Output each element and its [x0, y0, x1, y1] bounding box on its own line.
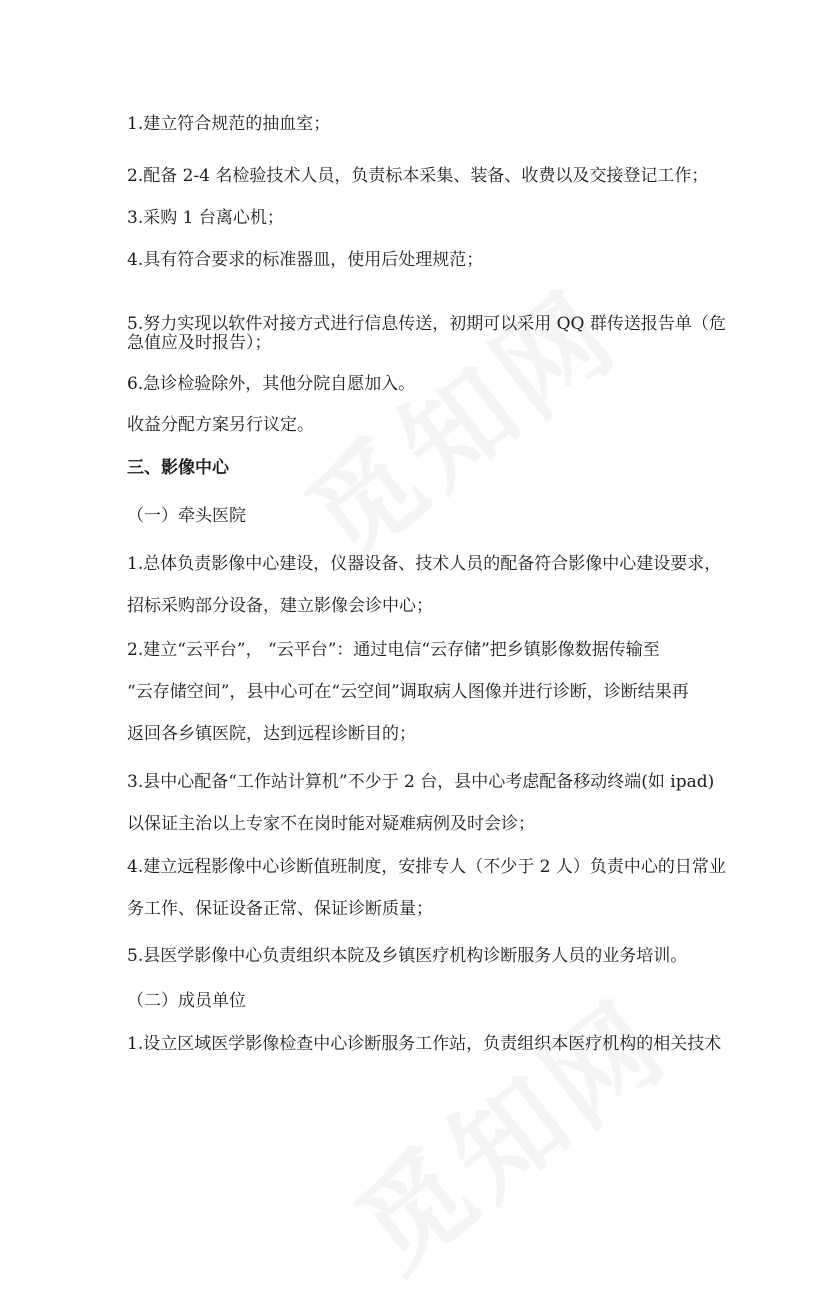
paragraph: 收益分配方案另行议定。: [127, 415, 314, 435]
watermark: [269, 248, 645, 590]
list-item: 以保证主治以上专家不在岗时能对疑难病例及时会诊；: [127, 814, 535, 834]
list-item: 急值应及时报告）；: [127, 333, 272, 353]
list-item: 5.县医学影像中心负责组织本院及乡镇医疗机构诊断服务人员的业务培训。: [127, 946, 688, 966]
watermark: [319, 958, 695, 1300]
list-item: 4.建立远程影像中心诊断值班制度，安排专人（不少于 2 人）负责中心的日常业: [127, 857, 726, 877]
list-item: 3.县中心配备“工作站计算机”不少于 2 台，县中心考虑配备移动终端(如 ipad): [127, 772, 715, 792]
list-item: 1.建立符合规范的抽血室；: [127, 114, 331, 134]
subsection-heading: （一）牵头医院: [127, 506, 246, 526]
list-item: 6.急诊检验除外，其他分院自愿加入。: [127, 374, 416, 394]
section-heading: 三、影像中心: [127, 458, 229, 478]
list-item: 4.具有符合要求的标准器皿，使用后处理规范；: [127, 250, 484, 270]
list-item: 返回各乡镇医院，达到远程诊断目的；: [127, 724, 416, 744]
list-item: 2.建立“云平台”， “云平台”：通过电信“云存储”把乡镇影像数据传输至: [127, 640, 660, 660]
list-item: 5.努力实现以软件对接方式进行信息传送，初期可以采用 QQ 群传送报告单（危: [127, 314, 726, 334]
list-item: 2.配备 2-4 名检验技术人员，负责标本采集、装备、收费以及交接登记工作；: [127, 166, 709, 186]
list-item: 务工作、保证设备正常、保证诊断质量；: [127, 899, 433, 919]
subsection-heading: （二）成员单位: [127, 991, 246, 1011]
list-item: 1.设立区域医学影像检查中心诊断服务工作站，负责组织本医疗机构的相关技术: [127, 1034, 722, 1054]
list-item: 1.总体负责影像中心建设，仪器设备、技术人员的配备符合影像中心建设要求，: [127, 554, 722, 574]
list-item: 3.采购 1 台离心机；: [127, 208, 284, 228]
list-item: “云存储空间”，县中心可在“云空间”调取病人图像并进行诊断，诊断结果再: [127, 682, 689, 702]
list-item: 招标采购部分设备，建立影像会诊中心；: [127, 596, 433, 616]
